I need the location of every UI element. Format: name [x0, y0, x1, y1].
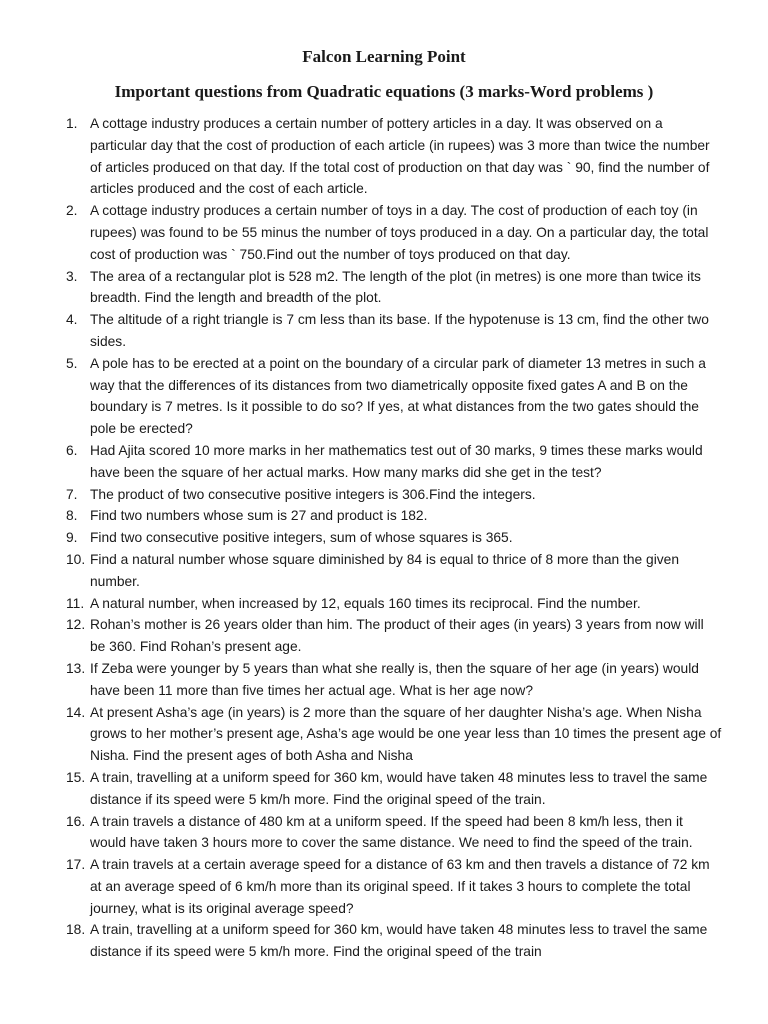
question-number: 14. [66, 704, 86, 720]
question-item-5 [0, 353, 768, 440]
question-text: A train, travelling at a uniform speed for 360 km, would have taken 48 minutes less to travel the same distance if its speed were 5 km/h more. Find the original speed of the train. [90, 769, 708, 807]
question-item-7 [0, 484, 768, 506]
question-text: A pole has to be erected at a point on the boundary of a circular park of diameter 13 metres in such a way that the differences of its distances from two diametrically opposite fixed gates A and B on the boundary is 7 metres. Is it possible to do so? If yes, at what distances from the two gates should the pole be erected? [90, 355, 706, 437]
document-title: Falcon Learning Point [302, 47, 466, 66]
question-text: A natural number, when increased by 12, equals 160 times its reciprocal. Find the number. [90, 595, 641, 611]
question-text: A cottage industry produces a certain number of toys in a day. The cost of production of each toy (in rupees) was found to be 55 minus the number of toys produced in a day. On a particular day, the total cost of production was ` 750.Find out the number of toys produced on that day. [90, 203, 709, 262]
question-number: 6. [66, 442, 78, 458]
question-list [0, 113, 768, 963]
question-item-15 [0, 767, 768, 811]
question-text: If Zeba were younger by 5 years than what she really is, then the square of her age (in years) would have been 11 more than five times her actual age. What is her age now? [90, 660, 699, 698]
question-item-2 [0, 200, 768, 265]
question-text: At present Asha’s age (in years) is 2 more than the square of her daughter Nisha’s age. When Nisha grows to her mother’s present age, Asha’s age would be one year less than 10 times the present age of Nisha. Find the present ages of both Asha and Nisha [90, 704, 722, 764]
question-item-1 [0, 113, 768, 200]
question-number: 5. [66, 355, 78, 371]
question-text: The area of a rectangular plot is 528 m2. The length of the plot (in metres) is one more than twice its breadth. Find the length and breadth of the plot. [90, 268, 701, 306]
question-text: A train travels a distance of 480 km at a uniform speed. If the speed had been 8 km/h less, then it would have taken 3 hours more to cover the same distance. We need to find the speed of the train. [90, 813, 693, 851]
question-item-17 [0, 854, 768, 919]
question-text: A train travels at a certain average speed for a distance of 63 km and then travels a distance of 72 km at an average speed of 6 km/h more than its original speed. If it takes 3 hours to complete the total journey, what is its original average speed? [90, 857, 710, 916]
question-number: 15. [66, 769, 86, 785]
question-number: 18. [66, 922, 86, 938]
question-item-4 [0, 309, 768, 353]
question-number: 9. [66, 530, 78, 546]
question-item-11 [0, 593, 768, 615]
question-text: Find two consecutive positive integers, sum of whose squares is 365. [90, 530, 513, 546]
question-text: Rohan’s mother is 26 years older than him. The product of their ages (in years) 3 years from now will be 360. Find Rohan’s present age. [90, 617, 704, 655]
question-text: A train, travelling at a uniform speed for 360 km, would have taken 48 minutes less to travel the same distance if its speed were 5 km/h more. Find the original speed of the train [90, 922, 708, 960]
question-number: 16. [66, 813, 86, 829]
question-number: 7. [66, 486, 78, 502]
question-number: 3. [66, 268, 78, 284]
question-number: 2. [66, 203, 78, 219]
question-item-14 [0, 702, 768, 767]
question-text: Find a natural number whose square diminished by 84 is equal to thrice of 8 more than the given number. [90, 551, 680, 589]
question-item-16 [0, 811, 768, 855]
question-number: 13. [66, 660, 86, 676]
question-number: 4. [66, 312, 78, 328]
question-number: 11. [66, 595, 85, 611]
question-item-18 [0, 919, 768, 963]
question-number: 1. [66, 116, 78, 131]
question-text: The altitude of a right triangle is 7 cm less than its base. If the hypotenuse is 13 cm, find the other two sides. [90, 312, 709, 349]
question-item-13 [0, 658, 768, 702]
question-item-10 [0, 549, 768, 593]
question-number: 8. [66, 508, 78, 524]
question-text: Find two numbers whose sum is 27 and product is 182. [90, 508, 428, 524]
question-item-3 [0, 266, 768, 310]
question-number: 12. [66, 617, 86, 633]
document-subtitle: Important questions from Quadratic equations (3 marks-Word problems ) [114, 82, 654, 101]
question-text: The product of two consecutive positive integers is 306.Find the integers. [90, 486, 536, 502]
question-item-8 [0, 505, 768, 527]
question-number: 10. [66, 551, 86, 567]
question-number: 17. [66, 857, 86, 873]
question-item-6 [0, 440, 768, 484]
question-item-9 [0, 527, 768, 549]
question-text: A cottage industry produces a certain number of pottery articles in a day. It was observed on a particular day that the cost of production of each article (in rupees) was 3 more than twice the number of articles produced on that day. If the total cost of production on that day was ` 90, find the number of articles produced and the cost of each article. [90, 116, 710, 197]
question-text: Had Ajita scored 10 more marks in her mathematics test out of 30 marks, 9 times these marks would have been the square of her actual marks. How many marks did she get in the test? [90, 442, 703, 480]
question-item-12 [0, 614, 768, 658]
